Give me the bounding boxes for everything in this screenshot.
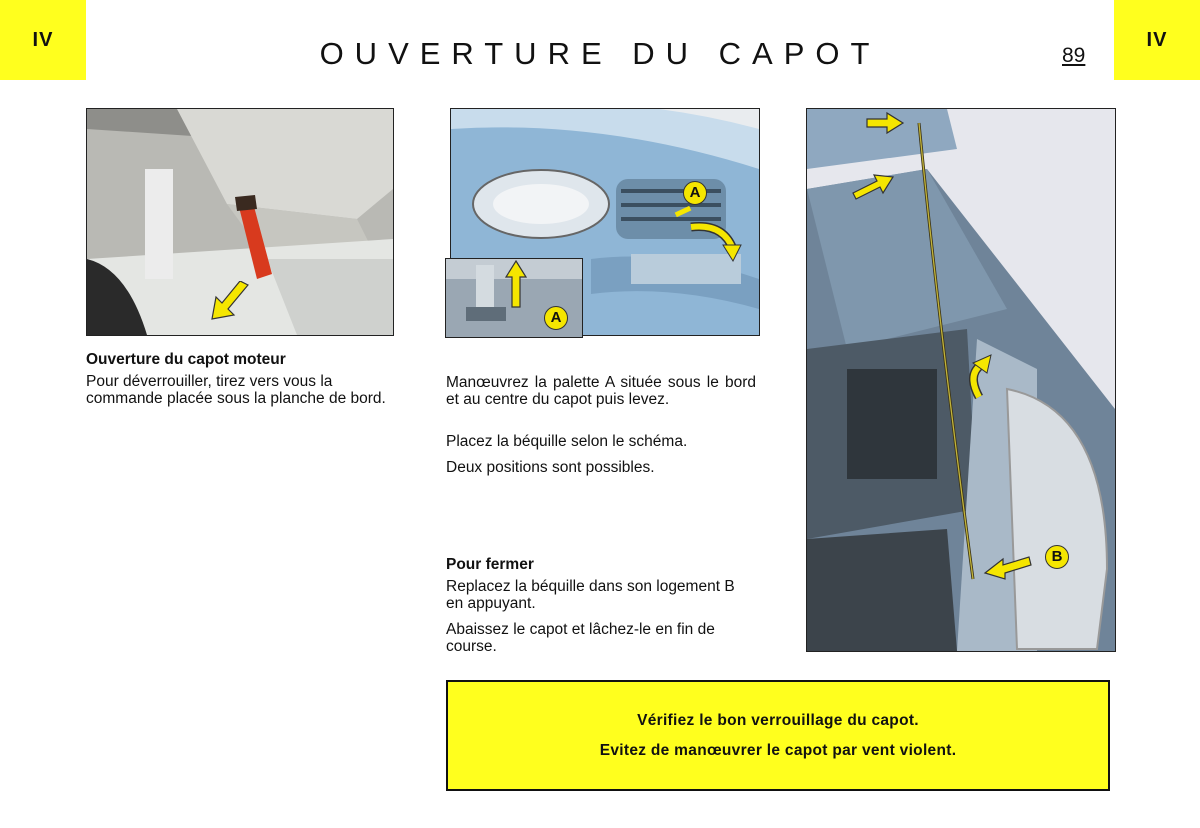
photo-engine-bay	[806, 108, 1116, 652]
arrow-left-icon	[983, 553, 1033, 583]
chapter-tab-right: IV	[1114, 0, 1200, 80]
chapter-tab-left: IV	[0, 0, 86, 80]
text-open-bonnet: Pour déverrouiller, tirez vers vous la commande placée sous la planche de bord.	[86, 373, 386, 407]
page-number: 89	[1062, 44, 1086, 67]
arrow-down-left-icon	[210, 281, 250, 321]
arrow-up-icon	[504, 259, 528, 309]
text-two-positions: Deux positions sont possibles.	[446, 459, 655, 476]
callout-b: B	[1045, 545, 1069, 569]
photo-palette-inset	[445, 258, 583, 338]
warning-box	[446, 680, 1110, 791]
curved-arrow-up-icon	[965, 353, 995, 401]
text-place-prop: Placez la béquille selon le schéma.	[446, 433, 688, 450]
text-lift-palette: Manœuvrez la palette A située sous le bord et au centre du capot puis levez.	[446, 374, 756, 408]
heading-open-bonnet: Ouverture du capot moteur	[86, 351, 286, 368]
photo-release-lever	[86, 108, 394, 336]
warning-line-2: Evitez de manœuvrer le capot par vent violent.	[599, 741, 957, 759]
text-replace-prop: Replacez la béquille dans son logement B en appuyant.	[446, 578, 735, 612]
page-title: OUVERTURE DU CAPOT	[319, 36, 881, 71]
callout-a-inset: A	[544, 306, 568, 330]
text-lower-bonnet: Abaissez le capot et lâchez-le en fin de course.	[446, 621, 715, 655]
callout-a-main: A	[683, 181, 707, 205]
warning-line-1: Vérifiez le bon verrouillage du capot.	[637, 711, 919, 729]
arrow-right-icon	[865, 111, 905, 135]
arrow-up-right-icon	[851, 171, 895, 201]
heading-close-bonnet: Pour fermer	[446, 556, 534, 573]
curved-arrow-icon	[685, 215, 745, 265]
